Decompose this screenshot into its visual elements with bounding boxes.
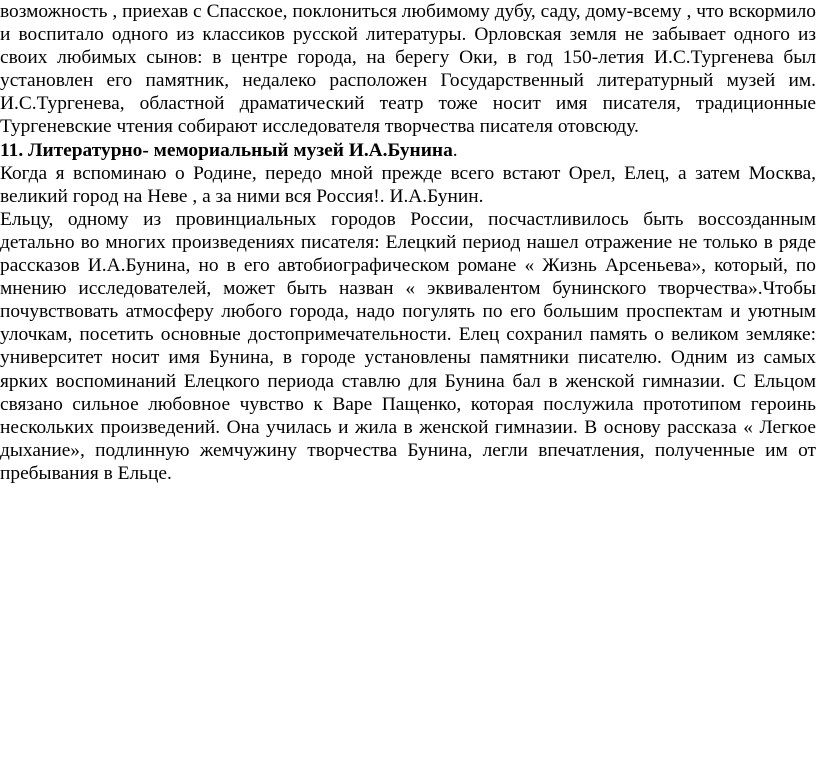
section-heading-period: . <box>452 139 458 161</box>
section-heading-bunin-museum <box>0 139 816 162</box>
bunin-quote: Когда я вспоминаю о Родине, передо мной прежде всего встают Орел, Елец, а затем Москва, великий город на Неве , а за ними вся Россия!. И.А.Бунин. <box>0 162 816 207</box>
paragraph-yelets: Ельцу, одному из провинциальных городов России, посчастливилось быть воссозданным детально во многих произведениях писателя: Елецкий период нашел отражение не только в ряде рассказов И.А.Бунина, но в его автобиографическом романе « Жизнь Арсеньева», который, по мнению исследователей, может быть назван « эквивалентом бунинского творчества».Чтобы почувствовать атмосферу любого города, надо погулять по его большим проспектам и уютным улочкам, посетить основные достопримечательности. Елец сохранил память о великом земляке: университет носит имя Бунина, в городе установлены памятники писателю. Одним из самых ярких воспоминаний Елецкого периода ставлю для Бунина бал в женской гимназии. С Ельцом связано сильное любовное чувство к Варе Пащенко, которая послужила прототипом героинь нескольких произведений. Она училась и жила в женской гимназии. В основу рассказа « Легкое дыхание», подлинную жемчужину творчества Бунина, легли впечатления, полученные им от пребывания в Ельце. <box>0 208 816 484</box>
paragraph-turgenev: возможность , приехав с Спасское, поклониться любимому дубу, саду, дому-всему , что вскормило и воспитало одного из классиков русской литературы. Орловская земля не забывает одного из своих любимых сынов: в центре города, на берегу Оки, в год 150-летия И.С.Тургенева был установлен его памятник, недалеко расположен Государственный литературный музей им. И.С.Тургенева, областной драматический театр тоже носит имя писателя, традиционные Тургеневские чтения собирают исследователя творчества писателя отовсюду. <box>0 1 816 138</box>
section-heading-text: 11. Литературно- мемориальный музей И.А.Бунина <box>0 139 453 161</box>
